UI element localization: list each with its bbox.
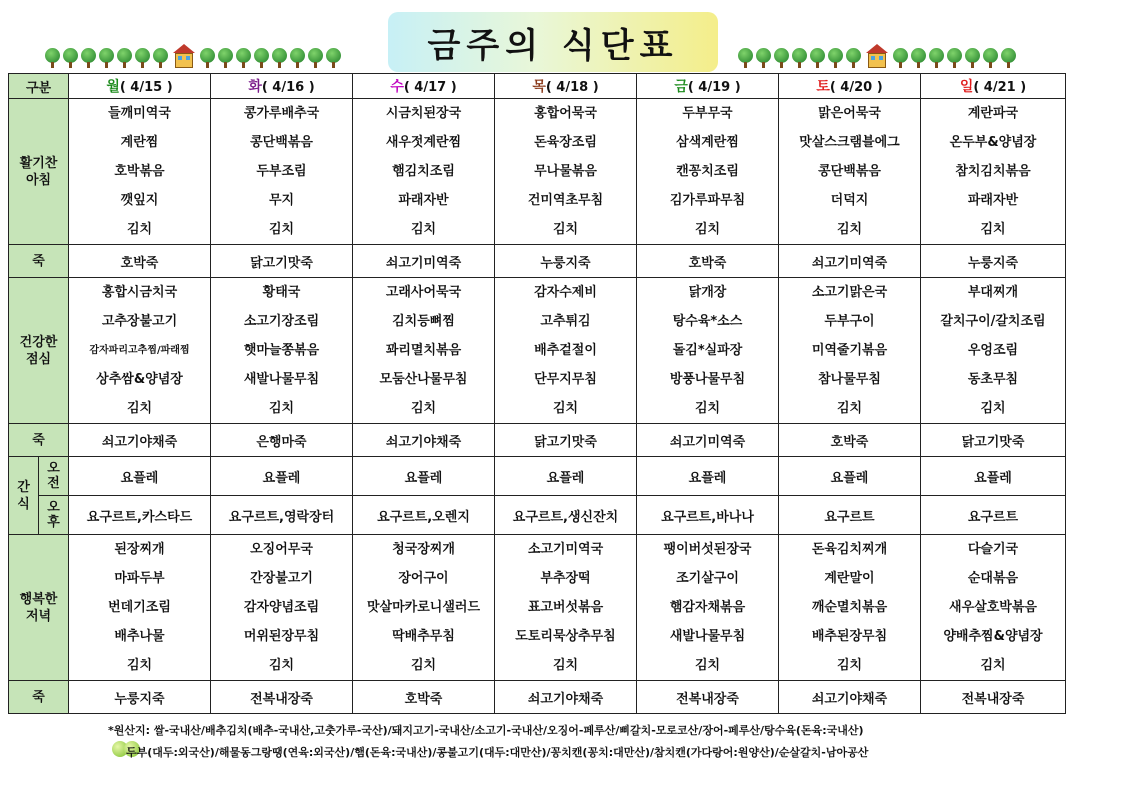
tree-icon [947,48,962,68]
dish-item: 맛살마카로니샐러드 [366,600,481,615]
snack-label: 간 식 [9,457,39,535]
dish-item: 김치 [694,222,721,237]
dish-item: 콩가루배추국 [243,106,320,121]
day-date: ( 4/17 ) [403,80,457,95]
day-header [779,74,921,99]
tree-icon [135,48,150,68]
tree-icon [63,48,78,68]
snack-pm-cell: 요구르트 [779,496,921,535]
lunch-cell [353,278,495,424]
dish-item: 김치 [410,222,437,237]
dish-item: 건미역초무침 [527,193,604,208]
dish-item: 표고버섯볶음 [527,600,604,615]
dish-item: 맑은어묵국 [818,106,881,121]
tree-icon [153,48,168,68]
dish-item: 배추겉절이 [534,343,597,358]
dinner-cell [211,535,353,681]
dish-item: 탕수육*소스 [672,314,743,329]
dish-item: 무나물볶음 [534,164,597,179]
snack-am-row [9,457,1066,496]
dish-item: 소고기장조림 [243,314,320,329]
origin-line-1: *원산지: 쌀-국내산/배추김치(배추-국내산,고춧가루-국산)/돼지고기-국내산/소고기-국내산/오징어-페루산/삐갈치-모로코산/장어-페루산/탕수육(돈육:국내산) [108,724,864,737]
breakfast-cell [637,99,779,245]
tree-icon [308,48,323,68]
dish-item: 고추튀김 [540,314,591,329]
lunch-cell [779,278,921,424]
lunch-cell [495,278,637,424]
snack-am-cell: 요플레 [637,457,779,496]
page-header [0,0,1121,72]
porridge-cell: 쇠고기미역죽 [353,245,495,278]
dish-item: 감자파리고추찜/파래찜 [89,345,190,356]
dish-item: 김치 [268,222,295,237]
porridge-cell: 호박죽 [637,245,779,278]
dish-item: 우엉조림 [967,343,1019,358]
dish-item: 단무지무침 [534,372,597,387]
origin-line-2: 두부(대두:외국산)/해물동그랑땡(연육:외국산)/햄(돈육:국내산)/콩불고기(대두:대만산)/꽁치캔(꽁치:대만산)/참치캔(가다랑어:원양산)/순살갈치-남아공산 [126,746,869,759]
breakfast-row [9,99,1066,245]
dish-item: 순대볶음 [967,571,1019,586]
dish-item: 새우젓계란찜 [385,135,462,150]
dish-item: 김치 [980,222,1006,237]
dish-item: 모둠산나물무침 [379,372,468,387]
house-icon [173,44,195,68]
porridge-cell: 쇠고기야채죽 [69,424,211,457]
dish-item: 방풍나물무침 [669,372,746,387]
porridge-cell: 쇠고기미역죽 [637,424,779,457]
dish-item: 닭개장 [688,285,727,300]
dish-item: 번데기조림 [108,600,171,615]
dish-item: 소고기맑은국 [811,285,888,300]
origin-footnote [108,720,1108,764]
dish-item: 새발나물무침 [669,629,746,644]
tree-icon [117,48,132,68]
porridge-cell: 쇠고기야채죽 [779,681,921,714]
dish-item: 홍합시금치국 [101,285,178,300]
day-date: ( 4/18 ) [545,80,599,95]
dish-item: 고래사어묵국 [385,285,462,300]
dish-item: 깻잎지 [120,193,159,208]
tree-icon [290,48,305,68]
day-header [921,74,1066,99]
dish-item: 돌김*실파장 [672,343,743,358]
lunch-cell [921,278,1066,424]
dish-item: 딱배추무침 [392,629,455,644]
porridge-cell: 쇠고기미역죽 [779,245,921,278]
dish-item: 김치 [980,401,1006,416]
dish-item: 소고기미역국 [527,542,604,557]
dish-item: 맛살스크램블에그 [799,135,900,150]
snack-pm-cell: 요구르트,생신잔치 [495,496,637,535]
day-name: 수 [390,79,404,95]
porridge-label: 죽 [9,424,69,457]
day-date: ( 4/20 ) [829,80,883,95]
dish-item: 김치등뼈찜 [392,314,455,329]
dish-item: 양배추찜&양념장 [943,629,1043,644]
porridge-cell: 누룽지죽 [69,681,211,714]
tree-icon [200,48,215,68]
day-name: 화 [248,79,262,95]
porridge-cell: 전복내장죽 [921,681,1066,714]
tree-icon [828,48,843,68]
day-name: 토 [816,79,830,95]
day-name: 월 [106,79,120,95]
dish-item: 계란말이 [824,571,875,586]
dish-item: 김치 [552,658,579,673]
porridge-cell: 쇠고기야채죽 [495,681,637,714]
snack-am-cell: 요플레 [69,457,211,496]
tree-icon [846,48,861,68]
dish-item: 계란파국 [967,106,1019,121]
title-banner [388,12,718,72]
dish-item: 장어구이 [398,571,449,586]
snack-pm-label: 오 후 [39,496,69,535]
day-header [353,74,495,99]
dish-item: 김치 [694,401,721,416]
day-date: ( 4/21 ) [973,80,1027,95]
dish-item: 두부구이 [824,314,875,329]
dinner-label: 행복한 저녁 [9,535,69,681]
dish-item: 된장찌개 [114,542,165,557]
dish-item: 무지 [268,193,295,208]
tree-icon [792,48,807,68]
tree-decoration-right [738,44,1016,68]
tree-icon [810,48,825,68]
dish-item: 동초무침 [967,372,1019,387]
snack-am-cell: 요플레 [211,457,353,496]
dish-item: 김치 [268,401,295,416]
meal-table [8,73,1066,714]
porridge-cell: 쇠고기야채죽 [353,424,495,457]
day-date: ( 4/19 ) [687,80,741,95]
breakfast-cell [495,99,637,245]
porridge-cell: 전복내장죽 [637,681,779,714]
page-title: 금주의 식단표 [427,25,679,66]
snack-am-label: 오 전 [39,457,69,496]
tree-icon [1001,48,1016,68]
porridge-cell: 누룽지죽 [495,245,637,278]
day-header [637,74,779,99]
dish-item: 호박볶음 [114,164,165,179]
dish-item: 김치 [126,401,153,416]
snack-am-cell: 요플레 [921,457,1066,496]
snack-am-cell: 요플레 [353,457,495,496]
dish-item: 햇마늘쫑볶음 [243,343,320,358]
dish-item: 캔꽁치조림 [676,164,739,179]
tree-icon [911,48,926,68]
snack-pm-cell: 요구르트,바나나 [637,496,779,535]
tree-icon [272,48,287,68]
dish-item: 김치 [126,222,153,237]
dish-item: 김치 [410,658,437,673]
day-name: 목 [532,79,546,95]
breakfast-cell [211,99,353,245]
porridge-cell: 호박죽 [779,424,921,457]
dish-item: 꽈리멸치볶음 [385,343,462,358]
tree-icon [99,48,114,68]
dish-item: 홍합어묵국 [534,106,597,121]
porridge-row-3 [9,681,1066,714]
snack-pm-cell: 요구르트,영락장터 [211,496,353,535]
tree-icon [236,48,251,68]
snack-am-cell: 요플레 [779,457,921,496]
header-row [9,74,1066,99]
dish-item: 시금치된장국 [385,106,462,121]
tree-icon [326,48,341,68]
tree-icon [929,48,944,68]
house-icon [866,44,888,68]
dinner-cell [353,535,495,681]
day-name: 금 [674,79,688,95]
dish-item: 참치김치볶음 [955,164,1031,179]
dish-item: 새발나물무침 [243,372,320,387]
dish-item: 콩단백볶음 [250,135,313,150]
porridge-label: 죽 [9,245,69,278]
dish-item: 갈치구이/갈치조림 [940,314,1046,329]
dish-item: 참나물무침 [818,372,881,387]
porridge-cell: 누룽지죽 [921,245,1066,278]
tree-decoration-left [45,44,341,68]
dish-item: 고추장불고기 [101,314,178,329]
dish-item: 들깨미역국 [108,106,171,121]
corner-label: 구분 [9,74,69,99]
tree-icon [756,48,771,68]
dish-item: 청국장찌개 [392,542,455,557]
lunch-cell [637,278,779,424]
breakfast-cell [69,99,211,245]
breakfast-label: 활기찬 아침 [9,99,69,245]
dish-item: 황태국 [262,285,301,300]
porridge-row-1 [9,245,1066,278]
dish-item: 김치 [694,658,721,673]
snack-pm-row [9,496,1066,535]
dish-item: 온두부&양념장 [949,135,1037,150]
dish-item: 김치 [126,658,153,673]
dinner-cell [495,535,637,681]
porridge-cell: 닭고기맛죽 [921,424,1066,457]
dish-item: 김가루파무침 [669,193,746,208]
dish-item: 돈육장조림 [534,135,597,150]
snack-pm-cell: 요구르트,카스타드 [69,496,211,535]
tree-icon [218,48,233,68]
lunch-cell [69,278,211,424]
dish-item: 팽이버섯된장국 [663,542,752,557]
dish-item: 돈육김치찌개 [811,542,888,557]
dish-item: 콩단백볶음 [818,164,881,179]
dinner-cell [779,535,921,681]
day-header [69,74,211,99]
porridge-cell: 호박죽 [69,245,211,278]
day-header [211,74,353,99]
tree-icon [45,48,60,68]
day-name: 일 [959,79,974,95]
dinner-row [9,535,1066,681]
dish-item: 배추된장무침 [811,629,888,644]
snack-pm-cell: 요구르트,오렌지 [353,496,495,535]
dish-item: 김치 [836,222,863,237]
dish-item: 머위된장무침 [243,629,320,644]
lunch-cell [211,278,353,424]
dish-item: 김치 [552,401,579,416]
dish-item: 도토리묵상추무침 [515,629,616,644]
lunch-row [9,278,1066,424]
tree-icon [738,48,753,68]
dish-item: 삼색계란찜 [676,135,739,150]
dish-item: 부대찌개 [967,285,1019,300]
dish-item: 김치 [836,658,863,673]
dinner-cell [69,535,211,681]
snack-am-cell: 요플레 [495,457,637,496]
dish-item: 김치 [552,222,579,237]
dish-item: 오징어무국 [250,542,313,557]
tree-icon [983,48,998,68]
tree-icon [254,48,269,68]
breakfast-cell [921,99,1066,245]
porridge-row-2 [9,424,1066,457]
dinner-cell [921,535,1066,681]
dish-item: 두부조림 [256,164,307,179]
dish-item: 김치 [410,401,437,416]
tree-icon [965,48,980,68]
dish-item: 두부무국 [682,106,733,121]
tree-icon [893,48,908,68]
dish-item: 깨순멸치볶음 [811,600,888,615]
porridge-cell: 닭고기맛죽 [495,424,637,457]
dish-item: 햄감자채볶음 [669,600,746,615]
dish-item: 새우살호박볶음 [949,600,1037,615]
porridge-cell: 전복내장죽 [211,681,353,714]
dish-item: 파래자반 [398,193,449,208]
day-header [495,74,637,99]
snack-pm-cell: 요구르트 [921,496,1066,535]
tree-icon [774,48,789,68]
dish-item: 부추장떡 [540,571,591,586]
day-date: ( 4/16 ) [261,80,315,95]
dish-item: 김치 [980,658,1006,673]
dish-item: 감자양념조림 [243,600,320,615]
porridge-cell: 은행마죽 [211,424,353,457]
dish-item: 간장불고기 [250,571,313,586]
breakfast-cell [779,99,921,245]
dish-item: 미역줄기볶음 [811,343,888,358]
lunch-label: 건강한 점심 [9,278,69,424]
tree-icon [81,48,96,68]
day-date: ( 4/15 ) [119,80,173,95]
dish-item: 햄김치조림 [392,164,455,179]
porridge-cell: 호박죽 [353,681,495,714]
dinner-cell [637,535,779,681]
dish-item: 김치 [268,658,295,673]
dish-item: 파래자반 [967,193,1019,208]
dish-item: 배추나물 [114,629,165,644]
dish-item: 감자수제비 [534,285,597,300]
dish-item: 더덕지 [830,193,869,208]
dish-item: 마파두부 [114,571,165,586]
dish-item: 다슬기국 [967,542,1019,557]
dish-item: 상추쌈&양념장 [96,372,183,387]
porridge-cell: 닭고기맛죽 [211,245,353,278]
porridge-label: 죽 [9,681,69,714]
dish-item: 김치 [836,401,863,416]
dish-item: 조기살구이 [676,571,739,586]
breakfast-cell [353,99,495,245]
dish-item: 계란찜 [120,135,159,150]
